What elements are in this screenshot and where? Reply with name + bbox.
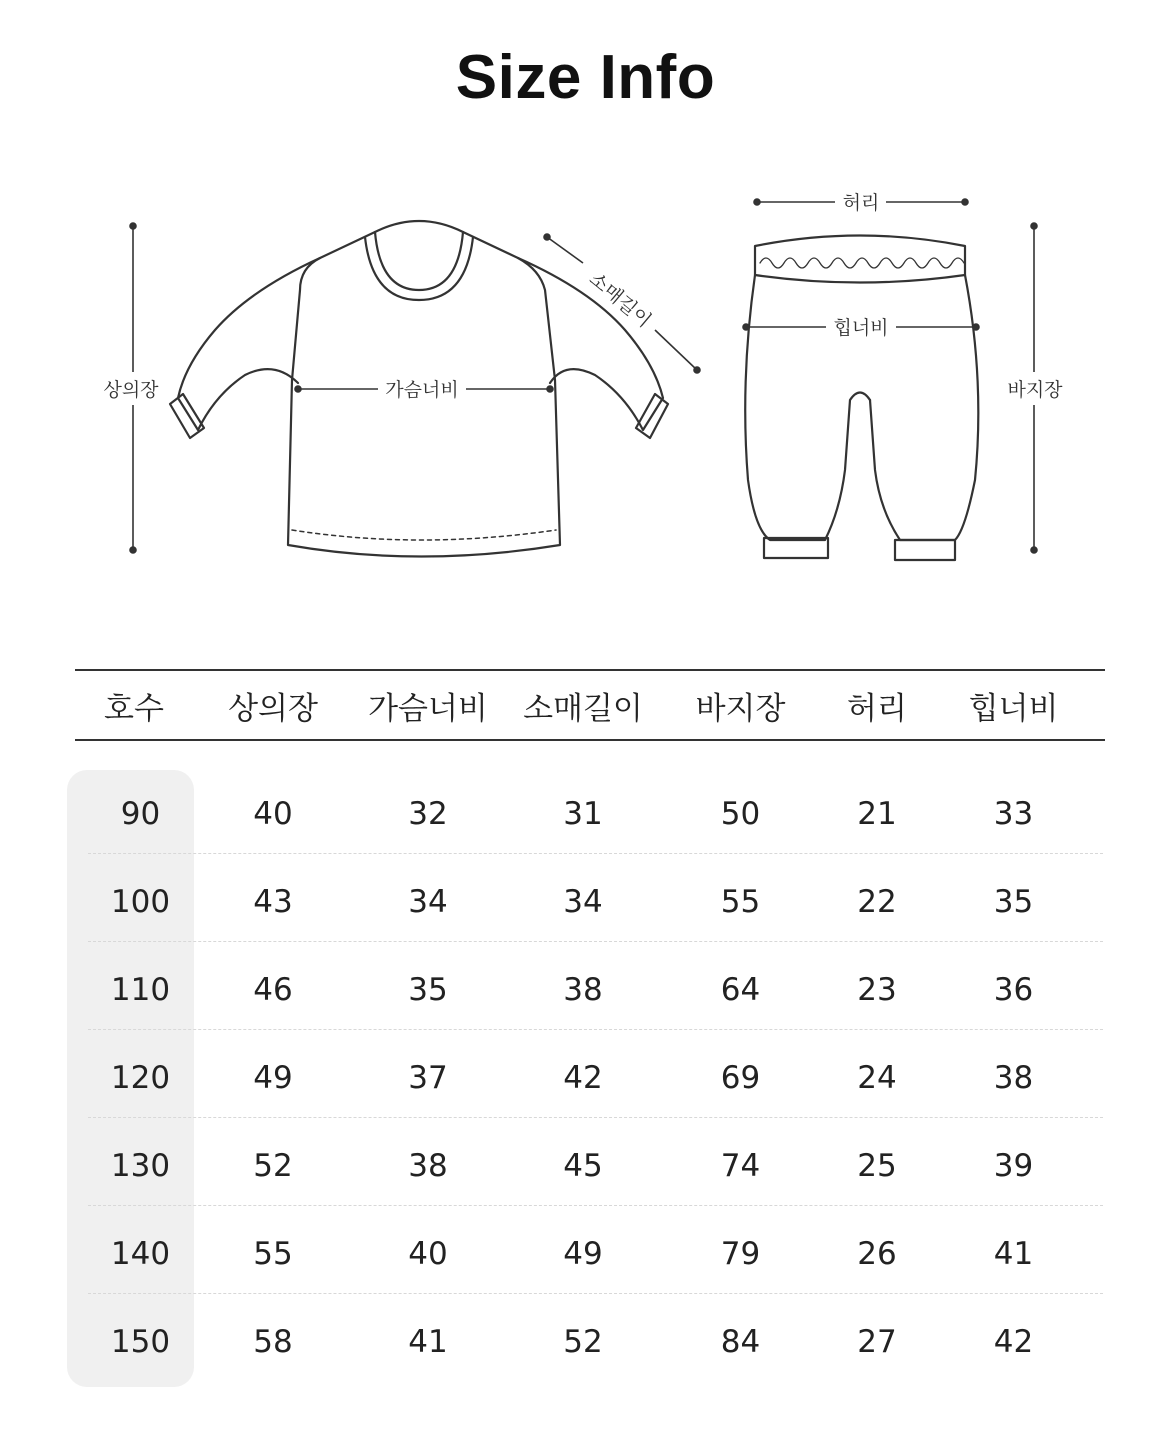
row-divider	[88, 853, 1103, 854]
cell-waist: 24	[857, 1060, 897, 1096]
cell-hip-width: 39	[993, 1148, 1034, 1184]
row-divider	[88, 1117, 1103, 1118]
cell-top-length: 58	[253, 1324, 293, 1360]
cell-pants-length: 84	[720, 1324, 761, 1360]
cell-size: 120	[110, 1060, 171, 1096]
page-title: Size Info	[455, 43, 716, 112]
cell-waist: 21	[857, 796, 897, 832]
cell-top-length: 52	[253, 1148, 293, 1184]
row-divider	[88, 1029, 1103, 1030]
cell-pants-length: 50	[720, 796, 761, 832]
cell-size: 140	[110, 1236, 171, 1272]
cell-hip-width: 41	[993, 1236, 1034, 1272]
cell-hip-width: 35	[993, 884, 1034, 920]
cell-waist: 22	[857, 884, 897, 920]
table-row	[88, 1210, 1103, 1298]
cell-pants-length: 74	[720, 1148, 761, 1184]
label-hip-width: 힙너비	[833, 317, 889, 339]
cell-pants-length: 55	[720, 884, 761, 920]
cell-chest-width: 32	[408, 796, 448, 832]
cell-size: 90	[120, 796, 161, 832]
cell-waist: 27	[857, 1324, 897, 1360]
header-waist: 허리	[847, 690, 907, 727]
table-row	[88, 858, 1103, 946]
cell-chest-width: 40	[408, 1236, 448, 1272]
cell-sleeve-length: 31	[563, 796, 603, 832]
cell-top-length: 43	[253, 884, 293, 920]
cell-sleeve-length: 42	[563, 1060, 603, 1096]
header-sleeve-length: 소매길이	[523, 690, 643, 727]
cell-hip-width: 38	[993, 1060, 1034, 1096]
label-chest-width: 가슴너비	[385, 379, 459, 401]
label-top-length: 상의장	[103, 379, 159, 401]
cell-size: 100	[110, 884, 171, 920]
cell-top-length: 49	[253, 1060, 293, 1096]
cell-top-length: 55	[253, 1236, 293, 1272]
cell-pants-length: 69	[720, 1060, 761, 1096]
header-size: 호수	[104, 690, 164, 727]
table-row	[88, 946, 1103, 1034]
size-diagram	[0, 0, 1171, 620]
table-row	[88, 1122, 1103, 1210]
cell-sleeve-length: 52	[563, 1324, 603, 1360]
cell-size: 130	[110, 1148, 171, 1184]
table-row	[88, 1034, 1103, 1122]
label-pants-length: 바지장	[1007, 379, 1063, 401]
cell-sleeve-length: 45	[563, 1148, 603, 1184]
cell-sleeve-length: 38	[563, 972, 603, 1008]
cell-chest-width: 37	[408, 1060, 448, 1096]
cell-waist: 23	[857, 972, 897, 1008]
cell-chest-width: 41	[408, 1324, 448, 1360]
row-divider	[88, 941, 1103, 942]
label-sleeve-length: 소매길이	[584, 267, 656, 333]
header-top-length: 상의장	[228, 690, 318, 727]
table-header	[75, 669, 1105, 741]
table-row	[88, 770, 1103, 858]
header-chest-width: 가슴너비	[368, 690, 488, 727]
cell-pants-length: 64	[720, 972, 761, 1008]
header-hip-width: 힙너비	[968, 690, 1059, 727]
cell-hip-width: 42	[993, 1324, 1034, 1360]
row-divider	[88, 1205, 1103, 1206]
cell-hip-width: 33	[993, 796, 1034, 832]
cell-waist: 25	[857, 1148, 897, 1184]
cell-sleeve-length: 34	[563, 884, 603, 920]
table-row	[88, 1298, 1103, 1386]
pants-illustration	[745, 236, 978, 561]
cell-top-length: 46	[253, 972, 293, 1008]
cell-chest-width: 34	[408, 884, 448, 920]
header-pants-length: 바지장	[695, 690, 786, 727]
cell-sleeve-length: 49	[563, 1236, 603, 1272]
cell-top-length: 40	[253, 796, 293, 832]
cell-waist: 26	[857, 1236, 897, 1272]
cell-pants-length: 79	[720, 1236, 761, 1272]
cell-size: 150	[110, 1324, 171, 1360]
label-waist: 허리	[842, 192, 880, 214]
row-divider	[88, 1293, 1103, 1294]
cell-size: 110	[110, 972, 171, 1008]
cell-chest-width: 38	[408, 1148, 448, 1184]
cell-chest-width: 35	[408, 972, 448, 1008]
cell-hip-width: 36	[993, 972, 1034, 1008]
